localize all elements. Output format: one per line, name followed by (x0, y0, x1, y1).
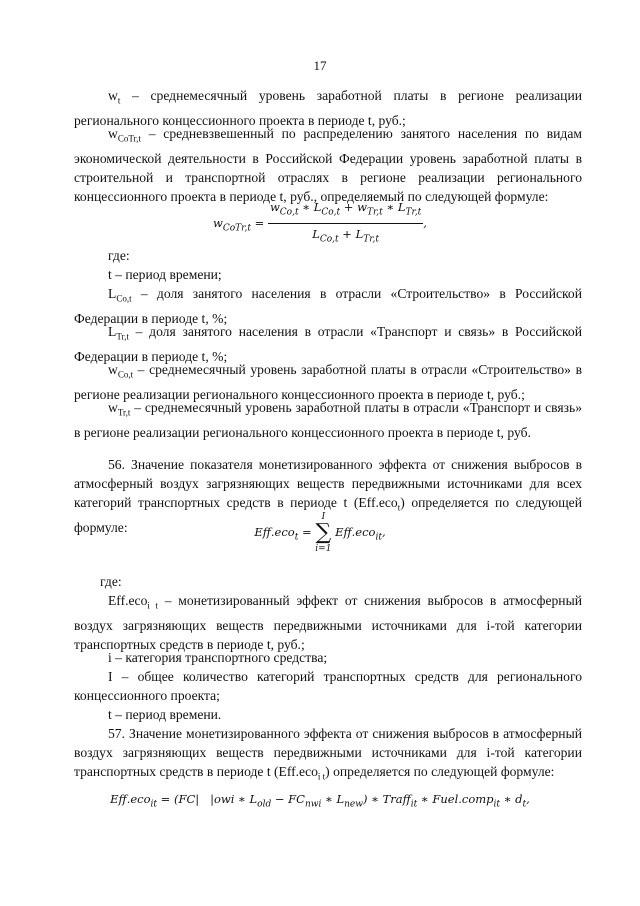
formula-effeco-total (0, 512, 640, 554)
formula-wcotr-denominator: $L_{Co,t} + L_{Tr,t}$ (312, 227, 380, 245)
def-wcotr: $w_{CoTr,t}$ – средневзвешенный по распределению занятого населения по видам экономической деятельности в Российской Федерации уровень заработной платы в строительной и транспортной отраслях в регионе реализации регионального концессионного проекта в периоде t, руб., определяемый по следующей формуле: (74, 126, 582, 204)
def-i: i – категория транспортного средства; (108, 650, 328, 665)
sum-lower-limit: i=1 (315, 544, 332, 554)
def-wco: $w_{Co,t}$ – среднемесячный уровень заработной платы в отрасли «Строительство» в регионе реализации регионального концессионного проекта в периоде t, руб.; (74, 362, 582, 402)
formula-wcotr-tail: , (423, 215, 427, 230)
formula-wcotr (0, 198, 640, 250)
def-effeco-it: Eff.eco$_{i t}$ – монетизированный эффект от снижения выбросов в атмосферный воздух загрязняющих веществ передвижными источниками для i-той категории транспортных средств в периоде t, руб.; (74, 593, 582, 652)
sum-operator (315, 512, 331, 554)
formula-effeco-total-lhs: Eff.eco$_t$ = (254, 525, 312, 543)
clause-56: 56. Значение показателя монетизированного эффекта от снижения выбросов в атмосферный воздух загрязняющих веществ передвижными источниками для всех категорий транспортных средств в периоде t (Eff.eco$_t$) определяется по следующей формуле: (74, 457, 582, 535)
formula-wcotr-lhs: $w_{CoTr,t}$ = (213, 215, 265, 234)
page-number: 17 (313, 58, 327, 73)
formula-wcotr-fraction (268, 198, 423, 250)
formula-effeco-total-rhs: Eff.eco$_{it}$, (335, 525, 386, 543)
clause-57: 57. Значение монетизированного эффекта от снижения выбросов в атмосферный воздух загрязняющих веществ передвижными источниками для i-той категории транспортных средств в периоде t (Eff.eco$_{i t}$) определяется по следующей формуле: (74, 726, 582, 782)
formula-effeco-it: Eff.eco$_{it}$ = (FC| |owi ∗ $L_{old} - FC_{nwi}$ ∗ $L_{new}$) ∗ Traff$_{it}$ ∗ Fuel.comp$_{it}$ ∗ $d_t$, (110, 792, 530, 810)
def-I: I – общее количество категорий транспортных средств для регионального концессионного проекта; (74, 669, 582, 703)
def-t-1: t – период времени; (108, 267, 222, 282)
where-label-1: где: (108, 248, 130, 263)
sum-upper-limit: I (321, 512, 326, 522)
def-lco: $L_{Co,t}$ – доля занятого населения в отрасли «Строительство» в Российской Федерации в периоде t, %; (74, 286, 582, 326)
def-wtr: $w_{Tr,t}$ – среднемесячный уровень заработной платы в отрасли «Транспорт и связь» в регионе реализации регионального концессионного проекта в периоде t, руб. (74, 400, 582, 440)
def-ltr: $L_{Tr,t}$ – доля занятого населения в отрасли «Транспорт и связь» в Российской Федерации в периоде t, %; (74, 324, 582, 364)
def-t-2: t – период времени. (108, 707, 222, 722)
where-label-2: где: (100, 574, 122, 589)
formula-wcotr-numerator: $w_{Co,t}$ ∗ $L_{Co,t} + w_{Tr,t}$ ∗ $L_{Tr,t}$ (268, 198, 423, 224)
sigma-symbol: ∑ (315, 520, 332, 545)
def-wt: $w_t$ – среднемесячный уровень заработной платы в регионе реализации регионального концессионного проекта в периоде t, руб.; (74, 88, 582, 128)
